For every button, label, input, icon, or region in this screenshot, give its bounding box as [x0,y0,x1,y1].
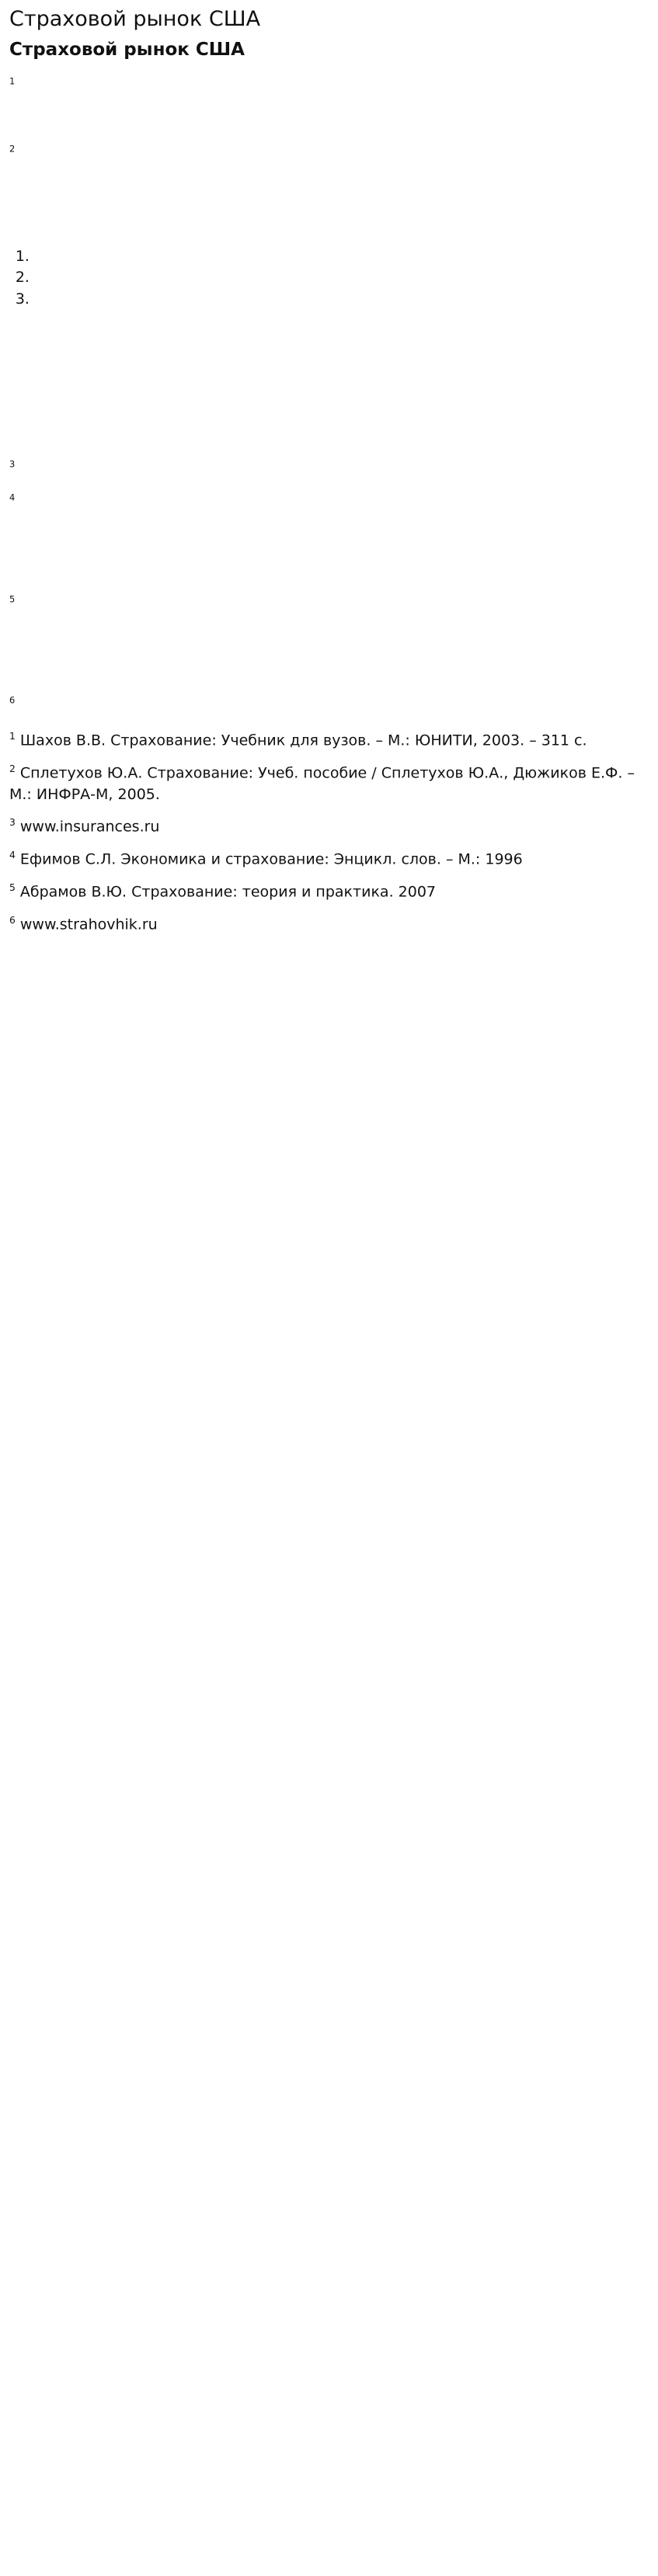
footnote [9,881,649,903]
paragraph [9,627,649,648]
body-section-2 [9,322,649,716]
footnote-link[interactable]: www.insurances.ru [19,818,160,836]
footnote-number: 6 [9,914,16,926]
paragraph [9,694,649,716]
footnote [9,763,649,805]
list-item [34,289,649,311]
footnote [9,730,649,752]
footnote-number: 1 [9,731,16,742]
footnote-reference[interactable]: 5 [9,593,16,605]
footnote-text: Абрамов В.Ю. Страхование: теория и практика. 2007 [19,883,437,901]
footnote-reference[interactable]: 1 [9,75,16,87]
paragraph [9,559,649,581]
footnote-text: Шахов В.В. Страхование: Учебник для вузов. – М.: ЮНИТИ, 2003. – 311 с. [19,732,587,749]
body-section-1 [9,75,649,232]
footnote-number: 2 [9,763,16,774]
footnote-reference[interactable]: 3 [9,458,16,470]
paragraph [9,458,649,480]
footnote [9,914,649,936]
paragraph [9,143,649,165]
footnote-number: 4 [9,850,16,861]
document-title: Страховой рынок США [9,39,245,60]
footnote [9,816,649,838]
footnote-text: Ефимов С.Л. Экономика и страхование: Энцикл. слов. – М.: 1996 [19,850,523,868]
footnote-text: Сплетухов Ю.А. Страхование: Учеб. пособие / Сплетухов Ю.А., Дюжиков Е.Ф. – М.: ИНФРА-М, 2005. [9,764,635,803]
footnote-reference[interactable]: 4 [9,492,16,503]
paragraph [9,526,649,548]
list-item [34,267,649,289]
footnotes-section [9,730,649,936]
paragraph [9,492,649,513]
paragraph [9,75,649,97]
footnote-reference[interactable]: 6 [9,695,16,707]
paragraph [9,210,649,232]
paragraph [9,661,649,683]
paragraph [9,177,649,199]
paragraph [9,593,649,615]
footnote-link[interactable]: www.strahovhik.ru [19,916,158,933]
paragraph [9,110,649,131]
paragraph [9,391,649,412]
list-item [34,246,649,268]
footnote-number: 5 [9,882,16,894]
paragraph [9,356,649,378]
page-header-title: Страховой рынок США [9,7,261,31]
footnote-reference[interactable]: 2 [9,143,16,155]
footnote [9,849,649,871]
footnote-number: 3 [9,817,16,829]
insurance-types-list [9,246,649,311]
paragraph [9,424,649,446]
paragraph [9,322,649,344]
